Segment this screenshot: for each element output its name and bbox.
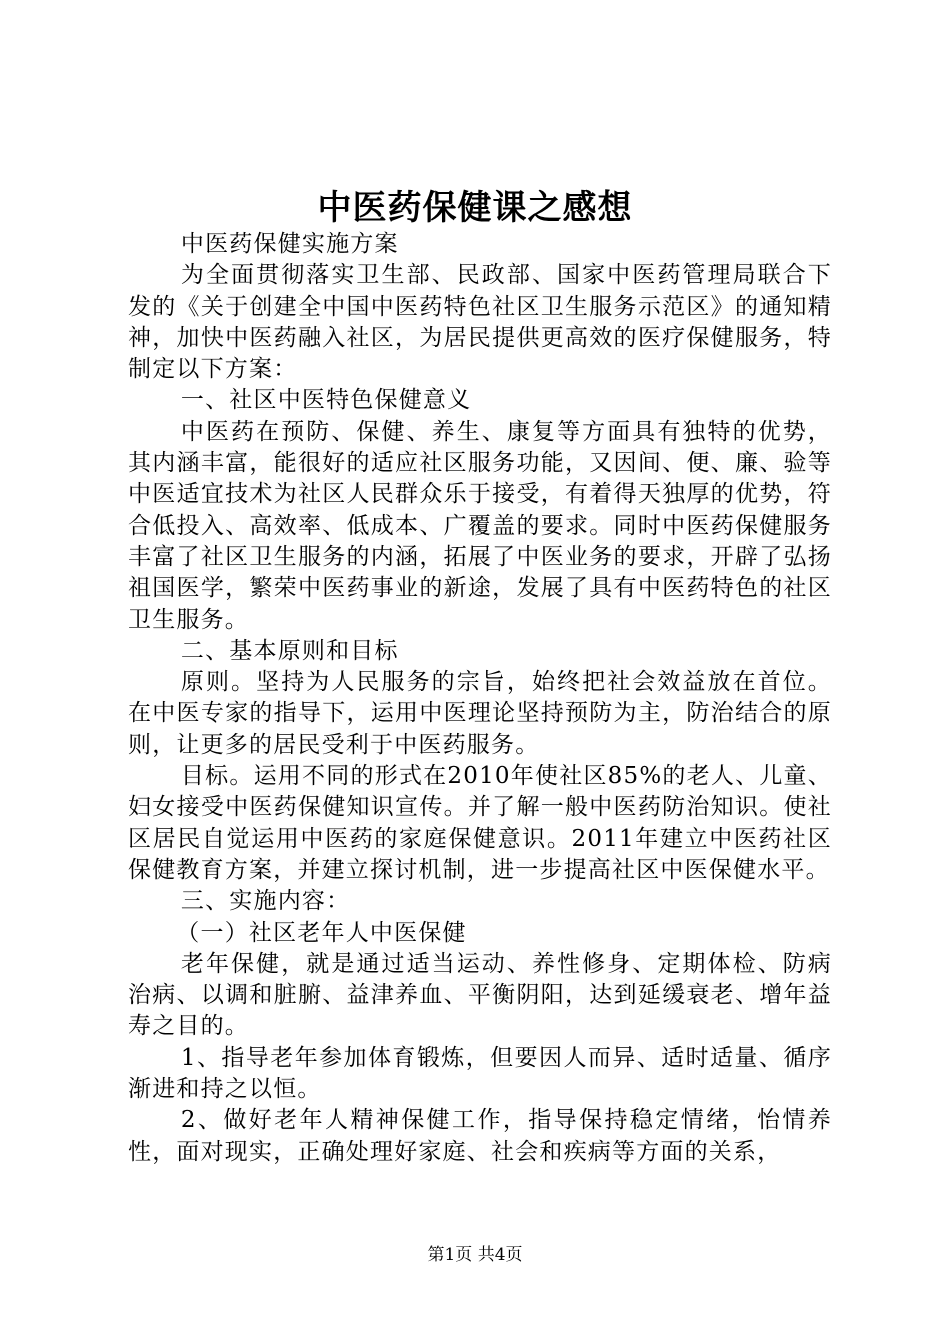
heading-subsection-1: （一）社区老年人中医保健	[176, 919, 467, 946]
page-number-footer: 第1页 共4页	[427, 1245, 523, 1265]
document-title: 中医药保健课之感想	[317, 188, 633, 228]
heading-section-2: 二、基本原则和目标	[180, 637, 399, 664]
heading-section-1: 一、社区中医特色保健意义	[180, 387, 472, 414]
paragraph-principle: 原则。坚持为人民服务的宗旨，始终把社会效益放在首位。在中医专家的指导下，运用中医理论坚持预防为主，防治结合的原则，让更多的居民受利于中医药服务。	[128, 669, 832, 758]
paragraph-plan-title: 中医药保健实施方案	[180, 231, 399, 257]
paragraph-intro: 为全面贯彻落实卫生部、民政部、国家中医药管理局联合下发的《关于创建全中国中医药特色社区卫生服务示范区》的通知精神，加快中医药融入社区，为居民提供更高效的医疗保健服务，特制定以下方案：	[128, 262, 832, 383]
paragraph-elderly-care: 老年保健，就是通过适当运动、养性修身、定期体检、防病治病、以调和脏腑、益津养血、平衡阴阳，达到延缓衰老、增年益寿之目的。	[128, 950, 832, 1040]
list-item-2: 2、做好老年人精神保健工作，指导保持稳定情绪，怡情养性，面对现实，正确处理好家庭、社会和疾病等方面的关系，	[128, 1107, 832, 1165]
paragraph-goal: 目标。运用不同的形式在2010年使社区85%的老人、儿童、妇女接受中医药保健知识宣传。并了解一般中医药防治知识。使社区居民自觉运用中医药的家庭保健意识。2011年建立中医药社区保健教育方案，并建立探讨机制，进一步提高社区中医保健水平。	[128, 763, 832, 883]
heading-section-3: 三、实施内容：	[180, 888, 351, 915]
document-body	[128, 229, 832, 1168]
paragraph-significance: 中医药在预防、保健、养生、康复等方面具有独特的优势，其内涵丰富，能很好的适应社区服务功能，又因间、便、廉、验等中医适宜技术为社区人民群众乐于接受，有着得天独厚的优势，符合低投入、高效率、低成本、广覆盖的要求。同时中医药保健服务丰富了社区卫生服务的内涵，拓展了中医业务的要求，开辟了弘扬祖国医学，繁荣中医药事业的新途，发展了具有中医药特色的社区卫生服务。	[128, 418, 832, 633]
list-item-1: 1、指导老年参加体育锻炼，但要因人而异、适时适量、循序渐进和持之以恒。	[128, 1044, 832, 1103]
